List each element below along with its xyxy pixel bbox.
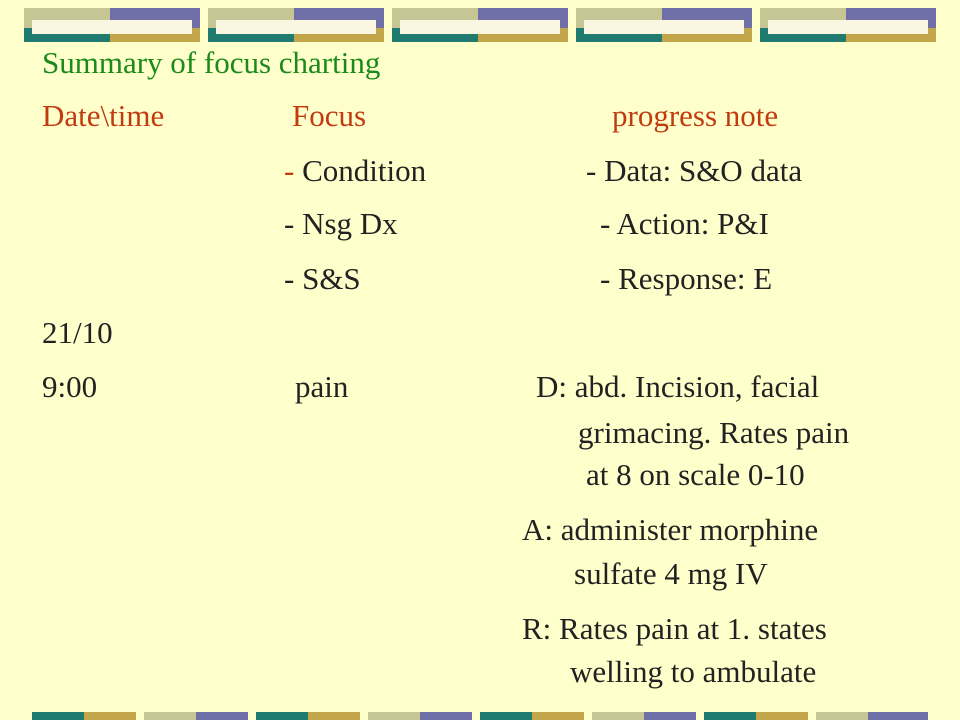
note-item-action: - Action: P&I [600, 206, 769, 241]
entry-time: 9:00 [42, 369, 98, 404]
header-date-time: Date\time [42, 98, 165, 133]
entry-focus: pain [295, 369, 349, 404]
decorative-tile [392, 8, 568, 42]
note-item-data: - Data: S&O data [586, 153, 803, 188]
entry-action-line: sulfate 4 mg IV [574, 556, 768, 591]
entry-action-line: A: administer morphine [522, 512, 819, 547]
bullet-dash: - [284, 153, 295, 188]
entry-data-line: at 8 on scale 0-10 [586, 457, 805, 492]
note-item-response: - Response: E [600, 261, 773, 296]
entry-data-line: grimacing. Rates pain [578, 415, 850, 450]
entry-data-line: D: abd. Incision, facial [536, 369, 820, 404]
entry-date: 21/10 [42, 315, 113, 350]
focus-item-condition: - Condition [284, 153, 427, 188]
header-focus: Focus [292, 98, 367, 133]
entry-response-line: R: Rates pain at 1. states [522, 611, 827, 646]
decorative-tile [24, 8, 200, 42]
focus-item-nsg-dx: - Nsg Dx [284, 206, 398, 241]
focus-item-s-and-s: - S&S [284, 261, 361, 296]
slide-title: Summary of focus charting [42, 45, 381, 80]
decorative-tile [576, 8, 752, 42]
decorative-tile [208, 8, 384, 42]
header-progress-note: progress note [612, 98, 779, 133]
entry-response-line: welling to ambulate [570, 654, 817, 689]
decorative-tile [760, 8, 936, 42]
